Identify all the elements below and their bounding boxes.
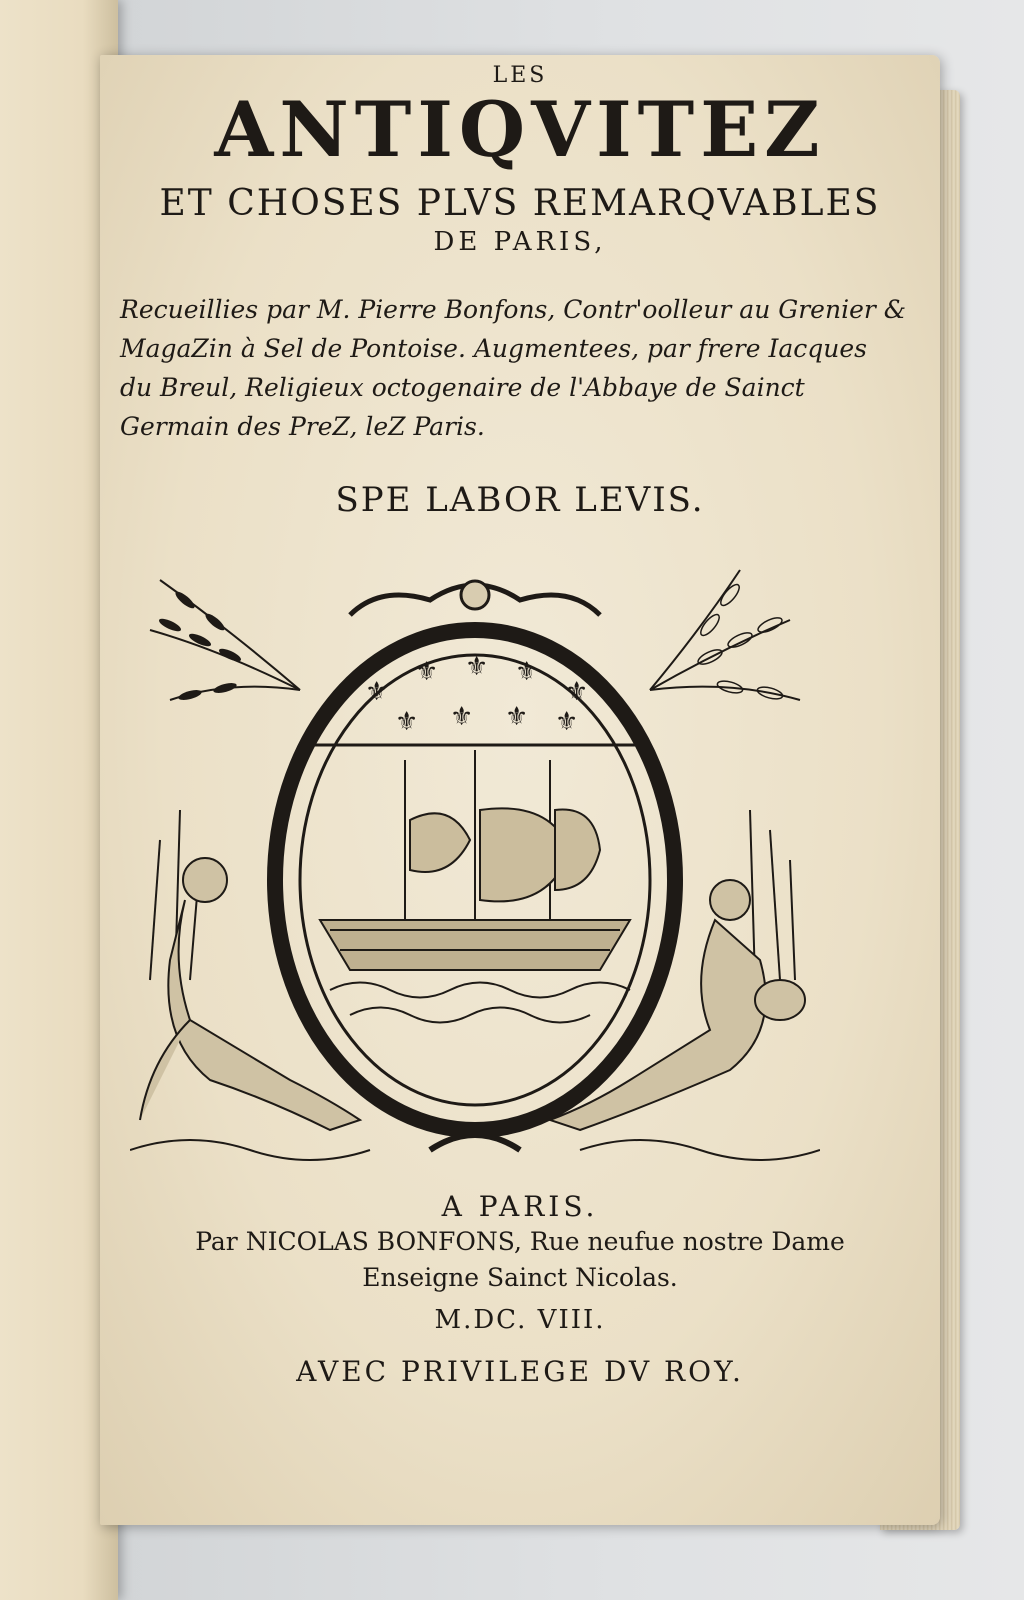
imprint-year: M.DC. VIII. xyxy=(434,1305,606,1335)
imprint-city: A PARIS. xyxy=(441,1190,599,1223)
svg-text:⚜: ⚜ xyxy=(365,677,389,707)
left-branch-icon xyxy=(150,580,300,702)
description-line-3: du Breul, Religieux octogenaire de l'Abbaye de Sainct xyxy=(120,373,805,402)
svg-text:⚜: ⚜ xyxy=(555,707,579,737)
motto: SPE LABOR LEVIS. xyxy=(335,480,705,520)
imprint-sign: Enseigne Sainct Nicolas. xyxy=(362,1263,678,1292)
description-line-1: Recueillies par M. Pierre Bonfons, Contr'oolleur au Grenier & xyxy=(120,295,907,324)
description-line-4: Germain des PreZ, leZ Paris. xyxy=(120,412,485,441)
svg-text:⚜: ⚜ xyxy=(505,702,529,732)
title-les: LES xyxy=(492,63,548,88)
svg-text:⚜: ⚜ xyxy=(415,657,439,687)
privilege-line: AVEC PRIVILEGE DV ROY. xyxy=(296,1355,744,1388)
right-branch-icon xyxy=(650,570,800,701)
ship-icon xyxy=(320,750,630,970)
subtitle-choses: ET CHOSES PLVS REMARQVABLES xyxy=(159,183,881,224)
description-line-2: MagaZin à Sel de Pontoise. Augmentees, par frere Iacques xyxy=(120,334,867,363)
title-antiqvitez: ANTIQVITEZ xyxy=(214,85,826,174)
svg-text:⚜: ⚜ xyxy=(450,702,474,732)
subtitle-de-paris: DE PARIS, xyxy=(433,227,607,257)
svg-text:⚜: ⚜ xyxy=(565,677,589,707)
imprint-printer: Par NICOLAS BONFONS, Rue neufue nostre Dame xyxy=(195,1227,845,1256)
river-god-left-icon xyxy=(140,858,360,1130)
svg-text:⚜: ⚜ xyxy=(515,657,539,687)
svg-text:⚜: ⚜ xyxy=(465,652,489,682)
woodcut-illustration xyxy=(130,560,820,1170)
fleur-de-lis-icon xyxy=(365,652,588,737)
svg-text:⚜: ⚜ xyxy=(395,707,419,737)
title-page xyxy=(100,55,940,1525)
